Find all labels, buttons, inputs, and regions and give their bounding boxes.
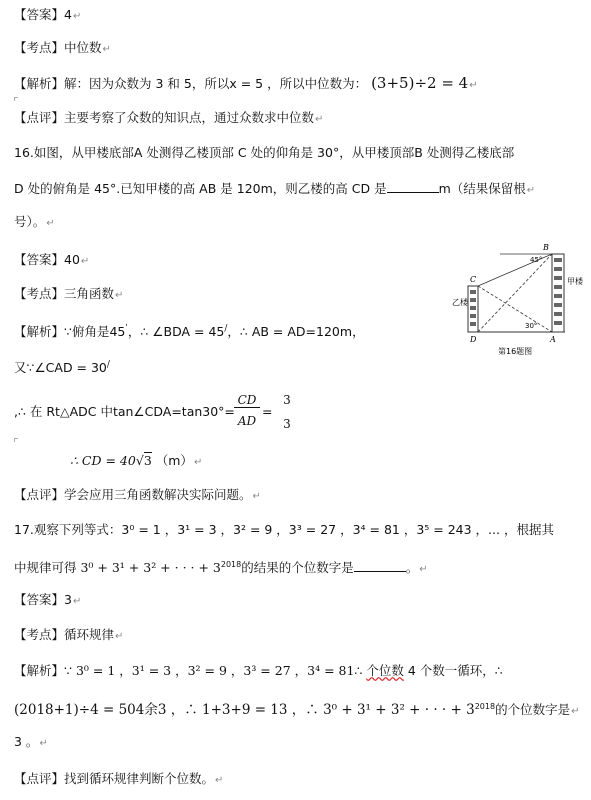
return-mark-icon: ↵ <box>46 218 55 229</box>
jiexi-math: (3+5)÷2 = 4 <box>371 74 469 92</box>
frac-denominator: AD <box>237 414 257 428</box>
cd-text: ∴ CD = 40 <box>70 453 136 468</box>
kaodian-label: 【考点】 <box>14 627 65 642</box>
stem-text: D 处的俯角是 45°.已知甲楼的高 AB 是 120m，则乙楼的高 CD 是 <box>14 181 387 196</box>
q17-jiexi-line3 <box>14 734 48 752</box>
degree-mark: / <box>106 360 110 370</box>
jiexi-text: 解：因为众数为 3 和 5，所以x = 5 ，所以中位数为： <box>64 76 368 91</box>
jiexi-label: 【解析】 <box>14 663 65 678</box>
buildings-diagram <box>440 240 585 360</box>
return-mark-icon: ↵ <box>419 564 428 576</box>
sqrt-radicand: 3 <box>143 453 152 468</box>
jia-text: 甲楼 <box>567 277 583 286</box>
jiexi-text-b: 4 个数一循环，∴ <box>403 663 503 678</box>
return-mark-icon: ↵ <box>193 457 203 468</box>
dianping-label: 【点评】 <box>14 487 65 502</box>
figure-caption: 第16题图 <box>498 347 533 356</box>
equals-sign: = <box>262 404 273 419</box>
answer-label: 【答案】 <box>14 7 65 22</box>
q16-cad-line <box>14 357 110 376</box>
q16-jiexi-line <box>14 321 365 340</box>
jiexi-red: 个位数 <box>366 663 404 678</box>
kaodian-label: 【考点】 <box>14 40 65 55</box>
jiexi-exp: 2018 <box>474 702 496 711</box>
dianping-value: 找到循环规律判断个位数。 <box>64 771 215 786</box>
frac-numerator: CD <box>234 393 260 408</box>
return-mark-icon: ↵ <box>80 256 90 267</box>
return-mark-icon: ↵ <box>39 738 48 749</box>
kaodian-value: 中位数 <box>64 40 102 55</box>
label-D: D <box>470 335 477 344</box>
return-mark-icon: ↵ <box>571 706 580 718</box>
kaodian-value: 三角函数 <box>64 286 115 301</box>
return-mark-icon: ↵ <box>115 631 124 642</box>
frac-denominator: 3 <box>283 417 291 431</box>
stem-exp: 2018 <box>220 560 242 569</box>
q15-jiexi-line <box>14 75 478 94</box>
answer-value: 4 <box>64 7 72 22</box>
stem-text: 号）。 <box>14 214 46 229</box>
q17-stem-line1: 17.观察下列等式：3⁰ = 1 ，3¹ = 3 ，3² = 9 ，3³ = 27 ，3⁴ = 81 ，3⁵ = 243 ，... ，根据其 <box>14 522 554 537</box>
q16-cd-line <box>70 453 202 471</box>
jiexi-text: ∵ 3⁰ = 1 ，3¹ = 3 ，3² = 9 ，3³ = 27 ，3⁴ = 81∴ <box>64 663 367 678</box>
fraction-sqrt3-3 <box>280 393 294 431</box>
label-C: C <box>470 275 477 284</box>
frac-numerator: 3 <box>283 393 291 407</box>
angle-45: 45° <box>530 256 543 264</box>
cad-text: 又∵∠CAD = 30 <box>14 360 107 376</box>
q16-stem-line2 <box>14 180 535 199</box>
q17-stem-line2 <box>14 557 428 578</box>
q16-dianping-line <box>14 487 261 505</box>
return-mark-icon: ↵ <box>252 491 261 502</box>
cd-unit: （m） <box>155 453 193 468</box>
answer-label: 【答案】 <box>14 252 65 267</box>
jiexi-line3: 3 。 <box>14 734 39 749</box>
q16-stem-line3 <box>14 214 55 232</box>
jiexi-line2: (2018+1)÷4 = 504余3 ，∴ 1+3+9 = 13 ，∴ 3⁰ + 3¹ + 3² + · · · + 3 <box>14 702 475 719</box>
q15-kaodian-line <box>14 40 111 58</box>
jiexi-label: 【解析】 <box>14 324 65 340</box>
dianping-label: 【点评】 <box>14 771 65 786</box>
label-A: A <box>550 335 556 344</box>
paragraph-mark-icon <box>14 97 18 101</box>
kaodian-value: 循环规律 <box>64 627 115 642</box>
jiexi-text3: ，∴ AB = AD=120m， <box>227 324 365 340</box>
stem-math: 中规律可得 3⁰ + 3¹ + 3² + · · · + 3 <box>14 560 221 576</box>
q17-dianping-line <box>14 771 223 789</box>
jiexi-label: 【解析】 <box>14 76 65 91</box>
dianping-value: 主要考察了众数的知识点，通过众数求中位数 <box>64 110 315 125</box>
dianping-value: 学会应用三角函数解决实际问题。 <box>64 487 252 502</box>
fraction-cd-ad <box>234 393 260 428</box>
return-mark-icon: ↵ <box>115 290 124 301</box>
label-yi: 乙楼 <box>452 298 468 307</box>
kaodian-label: 【考点】 <box>14 286 65 301</box>
degree-mark: ˈ <box>125 324 128 334</box>
answer-value: 40 <box>64 252 80 267</box>
q16-stem-line1: 16.如图，从甲楼底部A 处测得乙楼顶部 C 处的仰角是 30°，从甲楼顶部B 处测得乙楼底部 <box>14 145 515 160</box>
return-mark-icon: ↵ <box>72 596 82 607</box>
stem-text-tail: m（结果保留根 <box>438 181 526 196</box>
q16-kaodian-line <box>14 286 123 304</box>
stem-text-end: 。 <box>405 560 419 576</box>
q15-answer-line <box>14 7 81 25</box>
jiexi-line2-tail: 的个位数字是 <box>495 702 571 718</box>
q15-dianping-line <box>14 110 323 128</box>
q16-rt-line <box>14 404 235 420</box>
return-mark-icon: ↵ <box>469 80 478 91</box>
paragraph-mark-icon <box>14 438 18 442</box>
answer-value: 3 <box>64 592 72 607</box>
sqrt-icon: √ <box>135 453 144 468</box>
answer-label: 【答案】 <box>14 592 65 607</box>
angle-30: 30° <box>525 322 538 330</box>
rt-text: ,∴ 在 Rt△ADC 中tan∠CDA=tan30°= <box>14 404 235 419</box>
answer-blank <box>354 559 406 572</box>
return-mark-icon: ↵ <box>315 114 324 125</box>
q17-jiexi-line2 <box>14 699 579 720</box>
return-mark-icon: ↵ <box>72 11 82 22</box>
answer-blank <box>387 180 439 193</box>
dianping-label: 【点评】 <box>14 110 65 125</box>
label-jia <box>567 276 584 286</box>
return-mark-icon: ↵ <box>102 44 111 55</box>
q16-answer-line <box>14 252 89 270</box>
jiexi-text2: ，∴ ∠BDA = 45 <box>127 324 225 340</box>
return-mark-icon: ↵ <box>215 775 224 786</box>
stem-text: 的结果的个位数字是 <box>241 560 354 576</box>
return-mark-icon: ↵ <box>526 185 536 196</box>
q16-figure <box>440 240 585 360</box>
q17-jiexi-line <box>14 663 503 679</box>
degree-mark: / <box>224 324 228 334</box>
q17-kaodian-line <box>14 627 123 645</box>
q17-answer-line <box>14 592 81 610</box>
jiexi-text: ∵俯角是45 <box>64 324 126 340</box>
label-B: B <box>543 243 549 252</box>
